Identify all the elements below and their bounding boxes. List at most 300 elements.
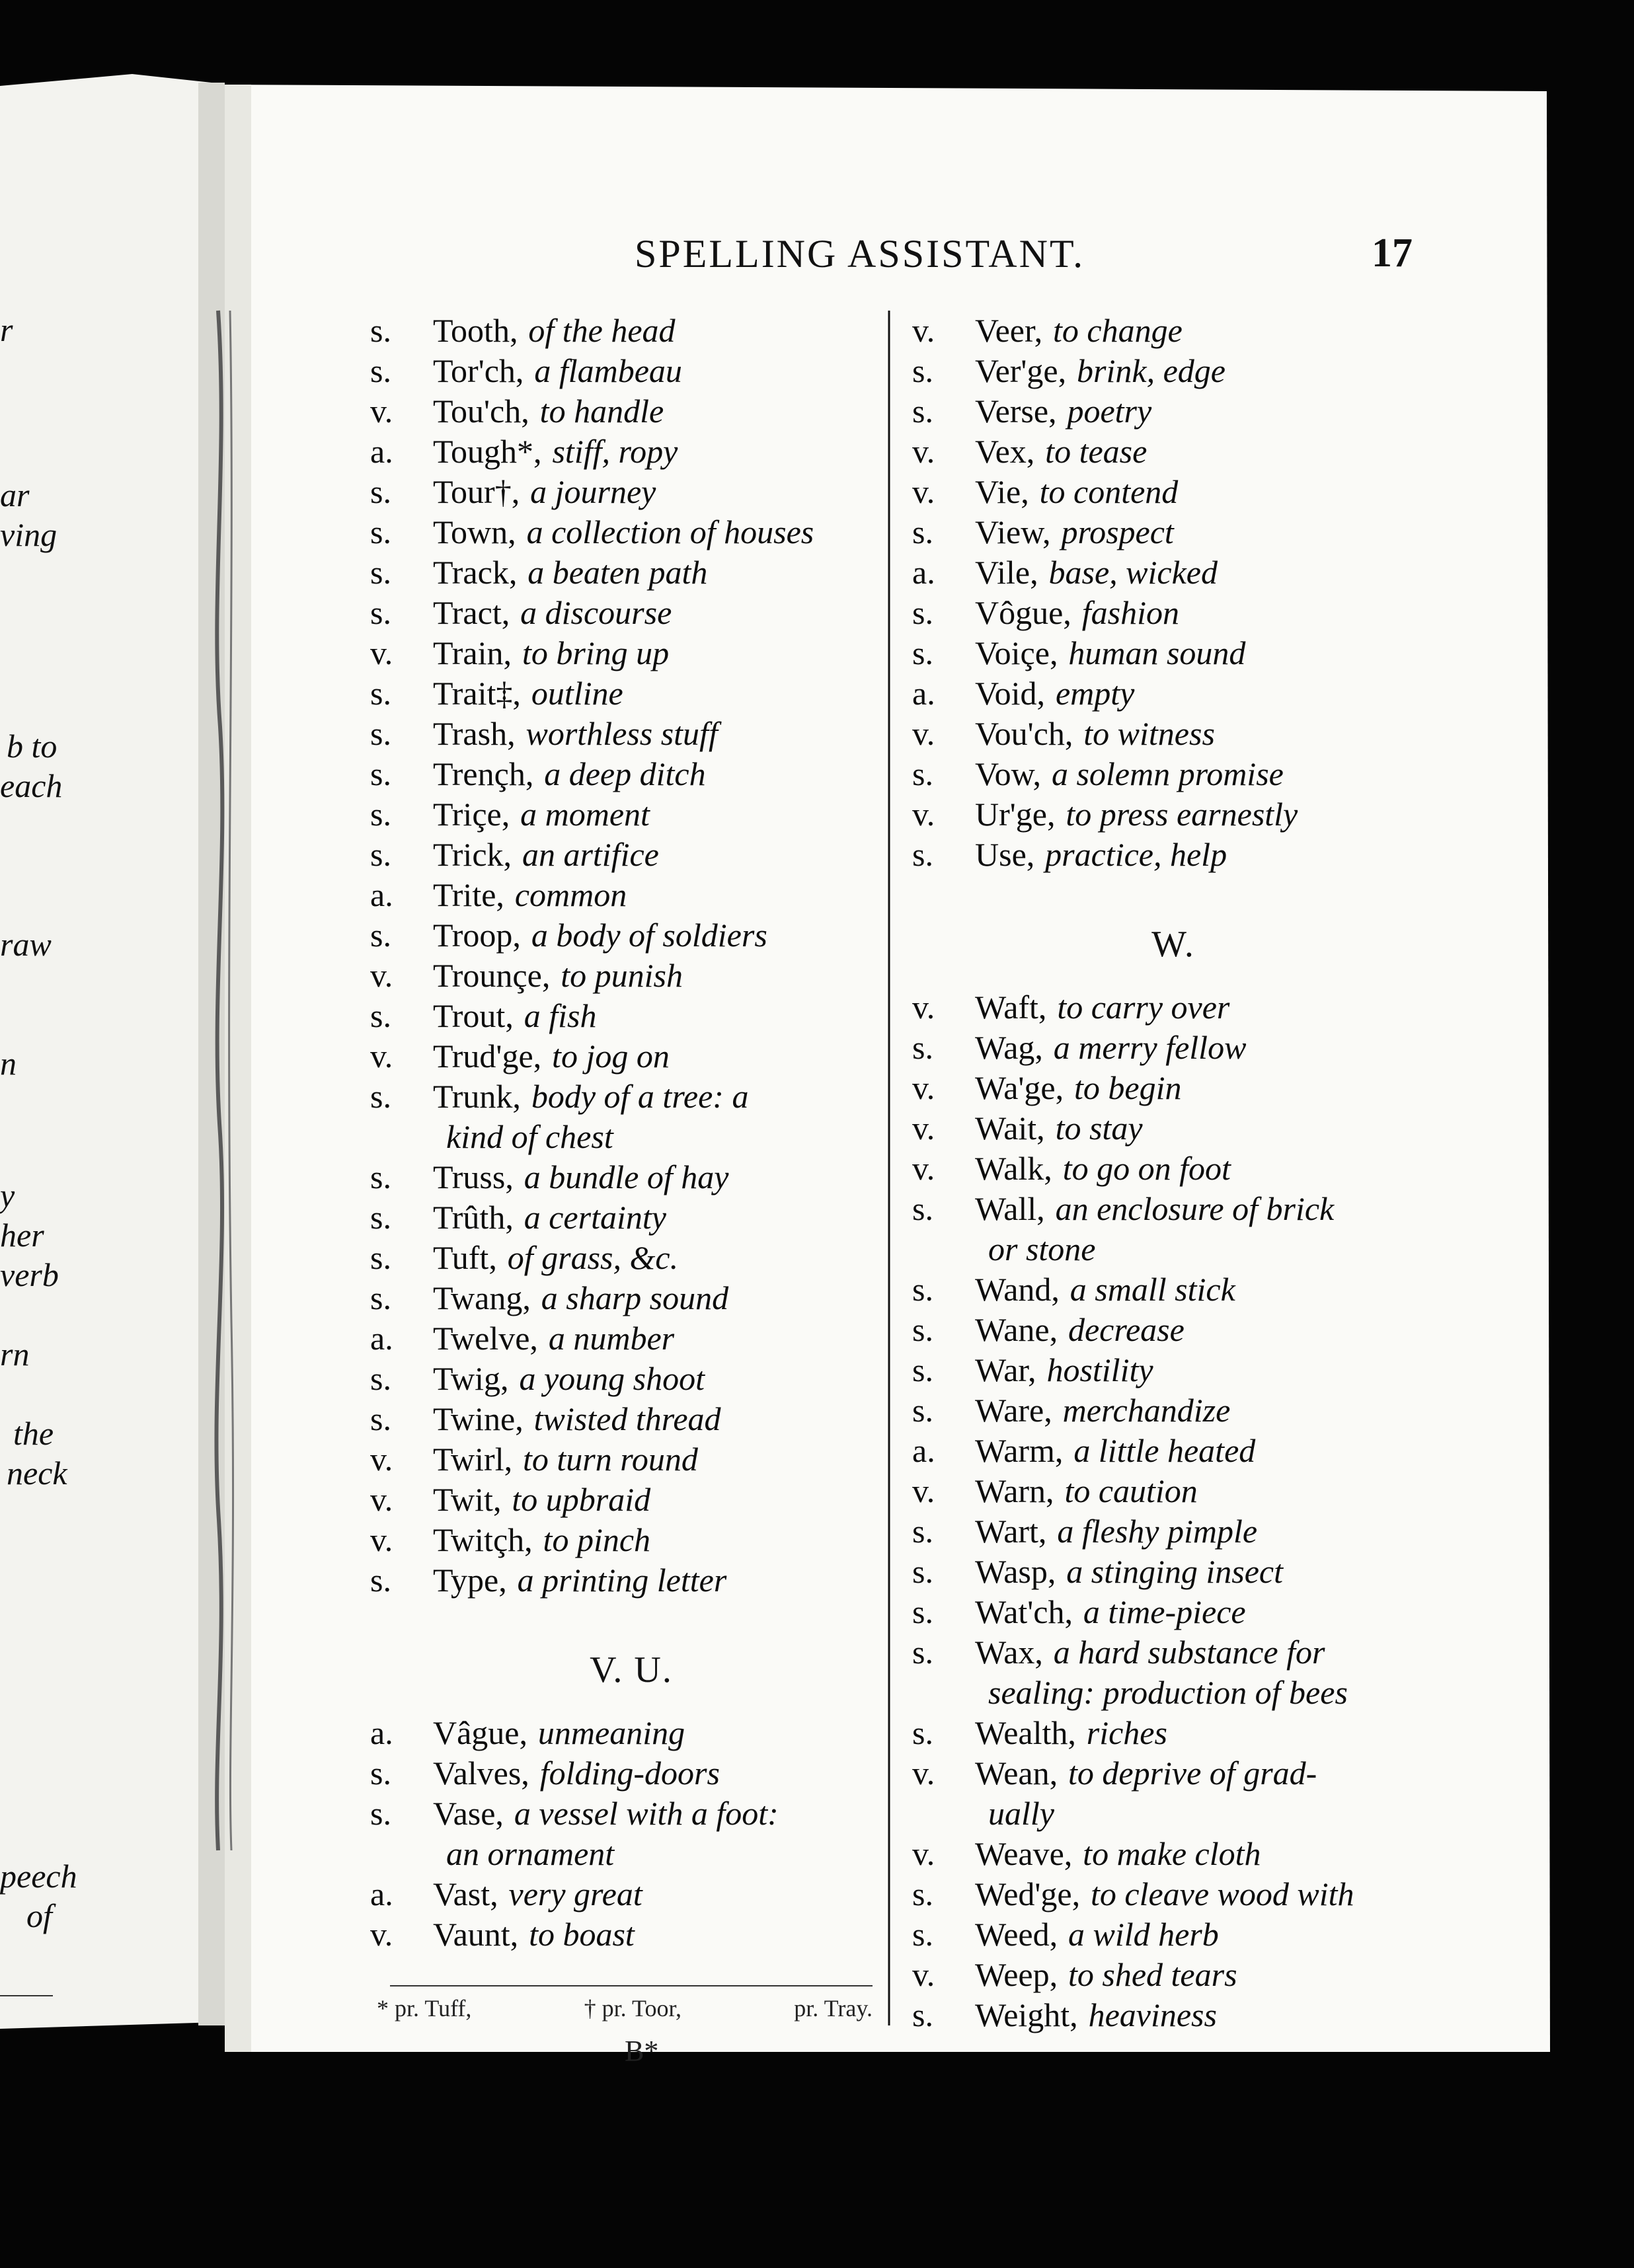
headword: Train, (433, 634, 512, 671)
definition: a printing letter (517, 1562, 727, 1599)
headword: Trout, (433, 997, 514, 1034)
part-of-speech: v. (370, 634, 393, 671)
definition: to tease (1045, 433, 1148, 470)
definition: to jog on (552, 1038, 670, 1075)
headword: Wa'ge, (975, 1069, 1064, 1106)
part-of-speech: s. (912, 393, 933, 430)
definition: twisted thread (533, 1400, 721, 1437)
part-of-speech: s. (370, 594, 391, 631)
definition: a young shoot (519, 1360, 705, 1397)
dictionary-entry (370, 1318, 892, 1359)
part-of-speech: v. (370, 1916, 393, 1953)
part-of-speech: v. (912, 1956, 935, 1993)
definition: a wild herb (1068, 1916, 1219, 1953)
dictionary-entry (370, 1914, 892, 1955)
dictionary-entry (912, 512, 1434, 552)
headword: Wealth, (975, 1714, 1076, 1751)
previous-page-fragment: y (0, 1177, 15, 1214)
dictionary-entry (370, 1560, 892, 1601)
definition: to bring up (522, 634, 670, 671)
headword: Tou'ch, (433, 393, 529, 430)
definition: a small stick (1070, 1271, 1235, 1308)
dictionary-entry (370, 1520, 892, 1560)
previous-page-fragment: b to (7, 728, 58, 765)
definition-continuation: ually (988, 1795, 1054, 1832)
dictionary-entry (370, 512, 892, 552)
dictionary-entry (370, 1036, 892, 1077)
definition: a stinging insect (1066, 1553, 1284, 1590)
headword: Twit, (433, 1481, 502, 1518)
headword: Twirl, (433, 1441, 513, 1478)
part-of-speech: s. (370, 513, 391, 550)
part-of-speech: a. (370, 876, 393, 913)
previous-page-fragment: her (0, 1217, 44, 1254)
part-of-speech: v. (912, 1835, 935, 1872)
headword: Triçe, (433, 796, 510, 833)
previous-page-fragment: the (13, 1415, 54, 1452)
previous-page-fragment: r (0, 311, 13, 348)
definition: to boast (529, 1916, 635, 1953)
dictionary-entry (912, 1350, 1434, 1390)
dictionary-entry (912, 1874, 1434, 1914)
headword: Weep, (975, 1956, 1058, 1993)
part-of-speech: s. (912, 1271, 933, 1308)
part-of-speech: s. (912, 1029, 933, 1066)
part-of-speech: s. (912, 1634, 933, 1671)
dictionary-entry (370, 996, 892, 1036)
headword: Vâgue, (433, 1714, 527, 1751)
definition: to deprive of grad- (1068, 1755, 1317, 1792)
dictionary-entry (370, 1399, 892, 1439)
dictionary-entry (912, 1955, 1434, 1995)
definition: a certainty (524, 1199, 666, 1236)
part-of-speech: s. (370, 1562, 391, 1599)
definition: base, wicked (1048, 554, 1218, 591)
part-of-speech: s. (370, 554, 391, 591)
definition: brink, edge (1077, 352, 1226, 389)
dictionary-entry (370, 311, 892, 351)
previous-page-fragment: n (0, 1045, 17, 1082)
definition: a body of soldiers (531, 917, 767, 954)
dictionary-entry (912, 1189, 1434, 1229)
running-header-title: SPELLING ASSISTANT. (635, 232, 1085, 276)
definition: worthless stuff (525, 715, 718, 752)
dictionary-entry (912, 1471, 1434, 1511)
definition: to handle (539, 393, 664, 430)
definition: empty (1055, 675, 1135, 712)
part-of-speech: a. (912, 675, 935, 712)
dictionary-entry (912, 1713, 1434, 1753)
headword: Tract, (433, 594, 510, 631)
dictionary-entry (912, 391, 1434, 432)
definition: a moment (520, 796, 650, 833)
part-of-speech: v. (912, 796, 935, 833)
previous-page-fragment: neck (7, 1455, 67, 1492)
dictionary-entry (370, 593, 892, 633)
part-of-speech: s. (370, 1239, 391, 1276)
dictionary-entry (912, 987, 1434, 1028)
headword: Weight, (975, 1996, 1078, 2033)
part-of-speech: s. (912, 1996, 933, 2033)
part-of-speech: s. (370, 1158, 391, 1195)
part-of-speech: s. (912, 634, 933, 671)
definition-continuation: kind of chest (446, 1118, 613, 1155)
headword: Town, (433, 513, 516, 550)
headword: Vow, (975, 755, 1042, 792)
previous-page-fragment: of (26, 1897, 52, 1934)
dictionary-entry (370, 1238, 892, 1278)
part-of-speech: s. (370, 715, 391, 752)
definition: human sound (1068, 634, 1246, 671)
definition: merchandize (1062, 1392, 1231, 1429)
part-of-speech: s. (370, 1279, 391, 1316)
dictionary-entry (912, 1511, 1434, 1552)
dictionary-entry (370, 1359, 892, 1399)
dictionary-entry (912, 1068, 1434, 1108)
dictionary-entry (370, 956, 892, 996)
definition: very great (508, 1875, 642, 1912)
headword: Warm, (975, 1432, 1064, 1469)
part-of-speech: s. (912, 1714, 933, 1751)
definition: unmeaning (537, 1714, 685, 1751)
definition: a beaten path (527, 554, 708, 591)
dictionary-entry (912, 1149, 1434, 1189)
dictionary-entry (370, 472, 892, 512)
headword: Wasp, (975, 1553, 1056, 1590)
dictionary-entry (912, 1834, 1434, 1874)
part-of-speech: v. (912, 1069, 935, 1106)
definition: a hard substance for (1053, 1634, 1325, 1671)
headword: Troop, (433, 917, 521, 954)
part-of-speech: s. (370, 1078, 391, 1115)
part-of-speech: v. (370, 957, 393, 994)
dictionary-entry (912, 1592, 1434, 1632)
headword: Track, (433, 554, 518, 591)
definition: an artifice (522, 836, 659, 873)
dictionary-entry (370, 1753, 892, 1794)
headword: Walk, (975, 1150, 1052, 1187)
definition: a fleshy pimple (1057, 1513, 1258, 1550)
definition: to change (1053, 312, 1183, 349)
definition: riches (1086, 1714, 1167, 1751)
headword: War, (975, 1351, 1036, 1388)
dictionary-entry (370, 1874, 892, 1914)
definition: to go on foot (1062, 1150, 1231, 1187)
headword: Void, (975, 675, 1046, 712)
part-of-speech: s. (912, 1190, 933, 1227)
headword: Trûth, (433, 1199, 514, 1236)
dictionary-entry (912, 714, 1434, 754)
headword: Twig, (433, 1360, 509, 1397)
previous-page-fragment: ving (0, 516, 58, 553)
headword: Voiçe, (975, 634, 1058, 671)
headword: Wart, (975, 1513, 1047, 1550)
headword: Twang, (433, 1279, 531, 1316)
headword: View, (975, 513, 1051, 550)
definition: a bundle of hay (524, 1158, 729, 1195)
part-of-speech: v. (912, 1755, 935, 1792)
headword: Trençh, (433, 755, 534, 792)
definition: heaviness (1088, 1996, 1217, 2033)
definition: a flambeau (534, 352, 682, 389)
headword: Weed, (975, 1916, 1058, 1953)
dictionary-entry (370, 552, 892, 593)
part-of-speech: s. (370, 1755, 391, 1792)
part-of-speech: v. (912, 1110, 935, 1147)
part-of-speech: v. (370, 1521, 393, 1558)
dictionary-entry (912, 1632, 1434, 1673)
definition: hostility (1046, 1351, 1153, 1388)
headword: Vile, (975, 554, 1038, 591)
part-of-speech: v. (912, 473, 935, 510)
part-of-speech: a. (370, 1320, 393, 1357)
definition: to cleave wood with (1091, 1875, 1354, 1912)
part-of-speech: s. (912, 836, 933, 873)
dictionary-entry (370, 1480, 892, 1520)
definition: common (514, 876, 627, 913)
headword: Veer, (975, 312, 1043, 349)
definition: to punish (561, 957, 683, 994)
dictionary-entry (370, 673, 892, 714)
dictionary-entry (912, 1552, 1434, 1592)
part-of-speech: s. (370, 473, 391, 510)
part-of-speech: s. (912, 1392, 933, 1429)
part-of-speech: s. (370, 352, 391, 389)
headword: Trite, (433, 876, 504, 913)
definition: body of a tree: a (531, 1078, 749, 1115)
definition: prospect (1061, 513, 1174, 550)
part-of-speech: v. (912, 1150, 935, 1187)
definition: a discourse (520, 594, 672, 631)
definition: a collection of houses (526, 513, 814, 550)
part-of-speech: a. (912, 1432, 935, 1469)
definition: to shed tears (1068, 1956, 1237, 1993)
headword: Tooth, (433, 312, 518, 349)
definition: to press earnestly (1066, 796, 1298, 833)
dictionary-entry (370, 432, 892, 472)
right-column (912, 311, 1434, 2035)
headword: Type, (433, 1562, 507, 1599)
part-of-speech: v. (370, 1038, 393, 1075)
part-of-speech: s. (912, 1875, 933, 1912)
headword: Ware, (975, 1392, 1052, 1429)
section-heading-w: W. (1151, 924, 1195, 965)
part-of-speech: a. (912, 554, 935, 591)
part-of-speech: v. (912, 715, 935, 752)
dictionary-entry (912, 1390, 1434, 1431)
part-of-speech: v. (912, 989, 935, 1026)
part-of-speech: s. (370, 675, 391, 712)
headword: Wean, (975, 1755, 1058, 1792)
dictionary-entry (912, 1431, 1434, 1471)
part-of-speech: v. (912, 1472, 935, 1509)
part-of-speech: s. (370, 1795, 391, 1832)
part-of-speech: v. (370, 1481, 393, 1518)
definition: a sharp sound (541, 1279, 729, 1316)
definition: folding-doors (539, 1755, 720, 1792)
definition: to pinch (543, 1521, 651, 1558)
dictionary-entry (370, 1439, 892, 1480)
part-of-speech: v. (370, 1441, 393, 1478)
headword: Waft, (975, 989, 1047, 1026)
headword: Vase, (433, 1795, 504, 1832)
previous-page-fragment: rn (0, 1336, 30, 1373)
footnote-tough: * pr. Tuff, (377, 1995, 472, 2022)
part-of-speech: s. (912, 1593, 933, 1630)
dictionary-entry (912, 633, 1434, 673)
definition: to turn round (523, 1441, 698, 1478)
part-of-speech: s. (912, 1916, 933, 1953)
part-of-speech: s. (912, 1513, 933, 1550)
definition: a time-piece (1083, 1593, 1246, 1630)
part-of-speech: s. (370, 312, 391, 349)
dictionary-entry (370, 1794, 892, 1834)
headword: Warn, (975, 1472, 1054, 1509)
definition: to contend (1039, 473, 1179, 510)
dictionary-entry (912, 472, 1434, 512)
dictionary-entry (370, 1278, 892, 1318)
headword: Wand, (975, 1271, 1060, 1308)
part-of-speech: a. (370, 433, 393, 470)
part-of-speech: v. (912, 433, 935, 470)
dictionary-entry (370, 714, 892, 754)
dictionary-entry (370, 1157, 892, 1197)
part-of-speech: s. (370, 1360, 391, 1397)
part-of-speech: s. (370, 796, 391, 833)
definition: to make cloth (1083, 1835, 1261, 1872)
dictionary-entry (370, 633, 892, 673)
dictionary-entry (370, 1077, 892, 1117)
definition: a number (548, 1320, 675, 1357)
previous-page-fragment: raw (0, 926, 52, 963)
left-column (370, 311, 892, 1955)
definition: an enclosure of brick (1055, 1190, 1335, 1227)
definition: a fish (524, 997, 597, 1034)
dictionary-entry (370, 835, 892, 875)
part-of-speech: s. (370, 997, 391, 1034)
headword: Tour†, (433, 473, 520, 510)
definition: of grass, &c. (507, 1239, 679, 1276)
dictionary-entry (912, 351, 1434, 391)
dictionary-entry (370, 794, 892, 835)
headword: Truss, (433, 1158, 514, 1195)
dictionary-entry (912, 1995, 1434, 2035)
dictionary-entry (370, 1197, 892, 1238)
headword: Wax, (975, 1634, 1043, 1671)
headword: Verse, (975, 393, 1057, 430)
part-of-speech: a. (370, 1875, 393, 1912)
definition: to begin (1074, 1069, 1182, 1106)
headword: Trounçe, (433, 957, 551, 994)
headword: Vou'ch, (975, 715, 1073, 752)
headword: Twitçh, (433, 1521, 533, 1558)
part-of-speech: s. (370, 836, 391, 873)
dictionary-entry (912, 1028, 1434, 1068)
part-of-speech: s. (912, 352, 933, 389)
dictionary-entry (912, 754, 1434, 794)
dictionary-entry (370, 391, 892, 432)
headword: Valves, (433, 1755, 529, 1792)
dictionary-entry (912, 1108, 1434, 1149)
headword: Wed'ge, (975, 1875, 1081, 1912)
headword: Wait, (975, 1110, 1045, 1147)
definition: to stay (1055, 1110, 1143, 1147)
definition: a merry fellow (1053, 1029, 1247, 1066)
headword: Vaunt, (433, 1916, 519, 1953)
part-of-speech: s. (370, 917, 391, 954)
headword: Vex, (975, 433, 1035, 470)
previous-page-fragment: ar (0, 476, 30, 513)
headword: Tough*, (433, 433, 542, 470)
dictionary-entry (912, 311, 1434, 351)
section-heading-vu: V. U. (590, 1649, 673, 1690)
definition-continuation: an ornament (446, 1835, 615, 1872)
dictionary-entry (370, 915, 892, 956)
headword: Wall, (975, 1190, 1045, 1227)
headword: Vie, (975, 473, 1029, 510)
headword: Wat'ch, (975, 1593, 1073, 1630)
headword: Use, (975, 836, 1035, 873)
definition-continuation: sealing: production of bees (988, 1674, 1348, 1711)
dictionary-entry (912, 794, 1434, 835)
previous-page-fragment: each (0, 767, 63, 804)
part-of-speech: s. (912, 755, 933, 792)
page-number: 17 (1372, 231, 1413, 276)
dictionary-entry (912, 673, 1434, 714)
footnote-trait: pr. Tray. (794, 1995, 873, 2022)
definition: poetry (1067, 393, 1152, 430)
dictionary-entry (912, 1269, 1434, 1310)
definition: a vessel with a foot: (514, 1795, 779, 1832)
headword: Vôgue, (975, 594, 1071, 631)
headword: Trud'ge, (433, 1038, 542, 1075)
part-of-speech: s. (912, 1553, 933, 1590)
part-of-speech: s. (912, 513, 933, 550)
part-of-speech: s. (370, 755, 391, 792)
headword: Tor'ch, (433, 352, 524, 389)
headword: Ver'ge, (975, 352, 1067, 389)
headword: Vast, (433, 1875, 498, 1912)
previous-page-fragment: verb (0, 1256, 59, 1293)
definition: a solemn promise (1051, 755, 1284, 792)
definition: decrease (1068, 1311, 1185, 1348)
dictionary-entry (912, 1914, 1434, 1955)
headword: Trait‡, (433, 675, 521, 712)
part-of-speech: v. (912, 312, 935, 349)
part-of-speech: s. (370, 1400, 391, 1437)
definition: to upbraid (512, 1481, 651, 1518)
part-of-speech: s. (912, 1351, 933, 1388)
headword: Ur'ge, (975, 796, 1056, 833)
part-of-speech: s. (370, 1199, 391, 1236)
headword: Twine, (433, 1400, 524, 1437)
dictionary-entry (912, 1310, 1434, 1350)
dictionary-entry (370, 1713, 892, 1753)
definition: to caution (1064, 1472, 1198, 1509)
previous-page-fragment: peech (0, 1858, 77, 1895)
definition: to witness (1083, 715, 1215, 752)
definition-continuation: or stone (988, 1230, 1096, 1267)
definition: to carry over (1057, 989, 1230, 1026)
headword: Twelve, (433, 1320, 538, 1357)
footnote-tour: † pr. Toor, (584, 1995, 682, 2022)
dictionary-entry (912, 1753, 1434, 1794)
dictionary-entry (370, 351, 892, 391)
part-of-speech: s. (912, 1311, 933, 1348)
signature-mark: B* (625, 2035, 659, 2067)
definition: outline (531, 675, 623, 712)
footnote (377, 1994, 873, 2031)
